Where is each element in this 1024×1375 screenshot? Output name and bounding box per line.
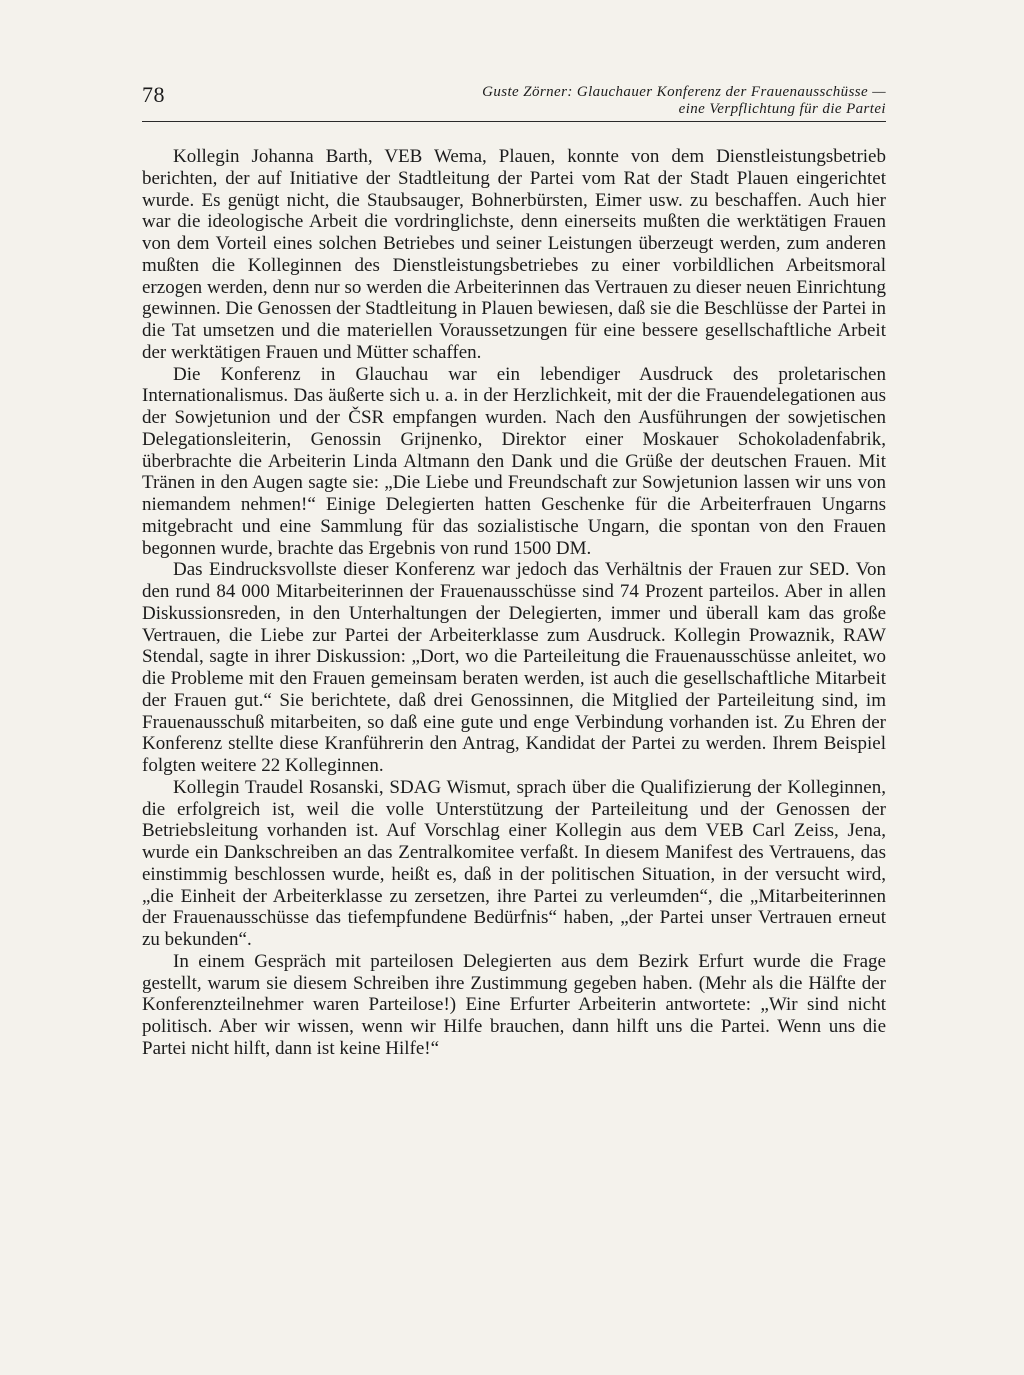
running-head <box>366 84 886 118</box>
paragraph-4: Kollegin Traudel Rosanski, SDAG Wismut, sprach über die Qualifizierung der Kolleginnen, die erfolgreich ist, weil die volle Unterstützung der Parteileitung und der Genossen der Betriebsleitung vorhanden ist. Auf Vorschlag einer Kollegin aus dem VEB Carl Zeiss, Jena, wurde ein Dankschreiben an das Zentralkomitee verfaßt. In diesem Manifest des Vertrauens, das einstimmig beschlossen wurde, heißt es, daß in der politischen Situation, in der versucht wird, „die Einheit der Arbeiterklasse zu zersetzen, ihre Partei zu verleumden“, die „Mitarbeiterinnen der Frauenausschüsse das tiefempfundene Bedürfnis“ haben, „der Partei unser Vertrauen erneut zu bekunden“. <box>142 776 886 950</box>
paragraph-5: In einem Gespräch mit parteilosen Delegierten aus dem Bezirk Erfurt wurde die Frage gestellt, warum sie diesem Schreiben ihre Zustimmung gegeben haben. (Mehr als die Hälfte der Konferenzteilnehmer waren Parteilose!) Eine Erfurter Arbeiterin antwortete: „Wir sind nicht politisch. Aber wir wissen, wenn wir Hilfe brauchen, dann hilft uns die Partei. Wenn uns die Partei nicht hilft, dann ist keine Hilfe!“ <box>142 950 886 1059</box>
paragraph-2: Die Konferenz in Glauchau war ein lebendiger Ausdruck des proletarischen Internationalismus. Das äußerte sich u. a. in der Herzlichkeit, mit der die Frauendelegationen aus der Sowjetunion und der ČSR empfangen wurden. Nach den Ausführungen der sowjetischen Delegationsleiterin, Genossin Grijnenko, Direktor einer Moskauer Schokoladenfabrik, überbrachte die Arbeiterin Linda Altmann den Dank und die Grüße der deutschen Frauen. Mit Tränen in den Augen sagte sie: „Die Liebe und Freundschaft zur Sowjetunion lassen wir uns von niemandem nehmen!“ Einige Delegierten hatten Geschenke für die Arbeiterfrauen Ungarns mitgebracht und eine Sammlung für das sozialistische Ungarn, die spontan von den Frauen begonnen wurde, brachte das Ergebnis von rund 1500 DM. <box>142 363 886 559</box>
header-rule <box>142 121 886 122</box>
body-text <box>142 146 886 1060</box>
running-head-line-2: eine Verpflichtung für die Partei <box>678 101 886 117</box>
paragraph-3: Das Eindrucksvollste dieser Konferenz war jedoch das Verhältnis der Frauen zur SED. Von den rund 84 000 Mitarbeiterinnen der Frauenausschüsse sind 74 Prozent parteilos. Aber in allen Diskussionsreden, in den Unterhaltungen der Delegierten, immer und überall kam das große Vertrauen, die Liebe zur Partei der Arbeiterklasse zum Ausdruck. Kollegin Prowaznik, RAW Stendal, sagte in ihrer Diskussion: „Dort, wo die Parteileitung die Frauenausschüsse anleitet, wo die Probleme mit den Frauen gemeinsam beraten werden, ist auch die gesellschaftliche Mitarbeit der Frauen gut.“ Sie berichtete, daß drei Genossinnen, die Mitglied der Parteileitung sind, im Frauenausschuß mitarbeiten, so daß eine gute und enge Verbindung vorhanden ist. Zu Ehren der Konferenz stellte diese Kranführerin den Antrag, Kandidat der Partei zu werden. Ihrem Beispiel folgten weitere 22 Kolleginnen. <box>142 559 886 776</box>
paragraph-1: Kollegin Johanna Barth, VEB Wema, Plauen, konnte von dem Dienstleistungsbetrieb berichten, der auf Initiative der Stadtleitung der Partei vom Rat der Stadt Plauen eingerichtet wurde. Es genügt nicht, die Staubsauger, Bohnerbürsten, Eimer usw. zu beschaffen. Auch hier war die ideologische Arbeit die vordringlichste, denn einerseits mußten die werktätigen Frauen von dem Vorteil eines solchen Betriebes und seiner Leistungen überzeugt werden, zum anderen mußten die Kolleginnen des Dienstleistungsbetriebes zu einer vorbildlichen Arbeitsmoral erzogen werden, denn nur so werden die Arbeiterinnen das Vertrauen zu dieser neuen Einrichtung gewinnen. Die Genossen der Stadtleitung in Plauen bewiesen, daß sie die Beschlüsse der Partei in die Tat umsetzen und die materiellen Voraussetzungen für eine bessere gesellschaftliche Arbeit der werktätigen Frauen und Mütter schaffen. <box>142 146 886 363</box>
page-number: 78 <box>142 82 165 107</box>
running-head-line-1: Guste Zörner: Glauchauer Konferenz der Frauenausschüsse — <box>482 84 886 100</box>
